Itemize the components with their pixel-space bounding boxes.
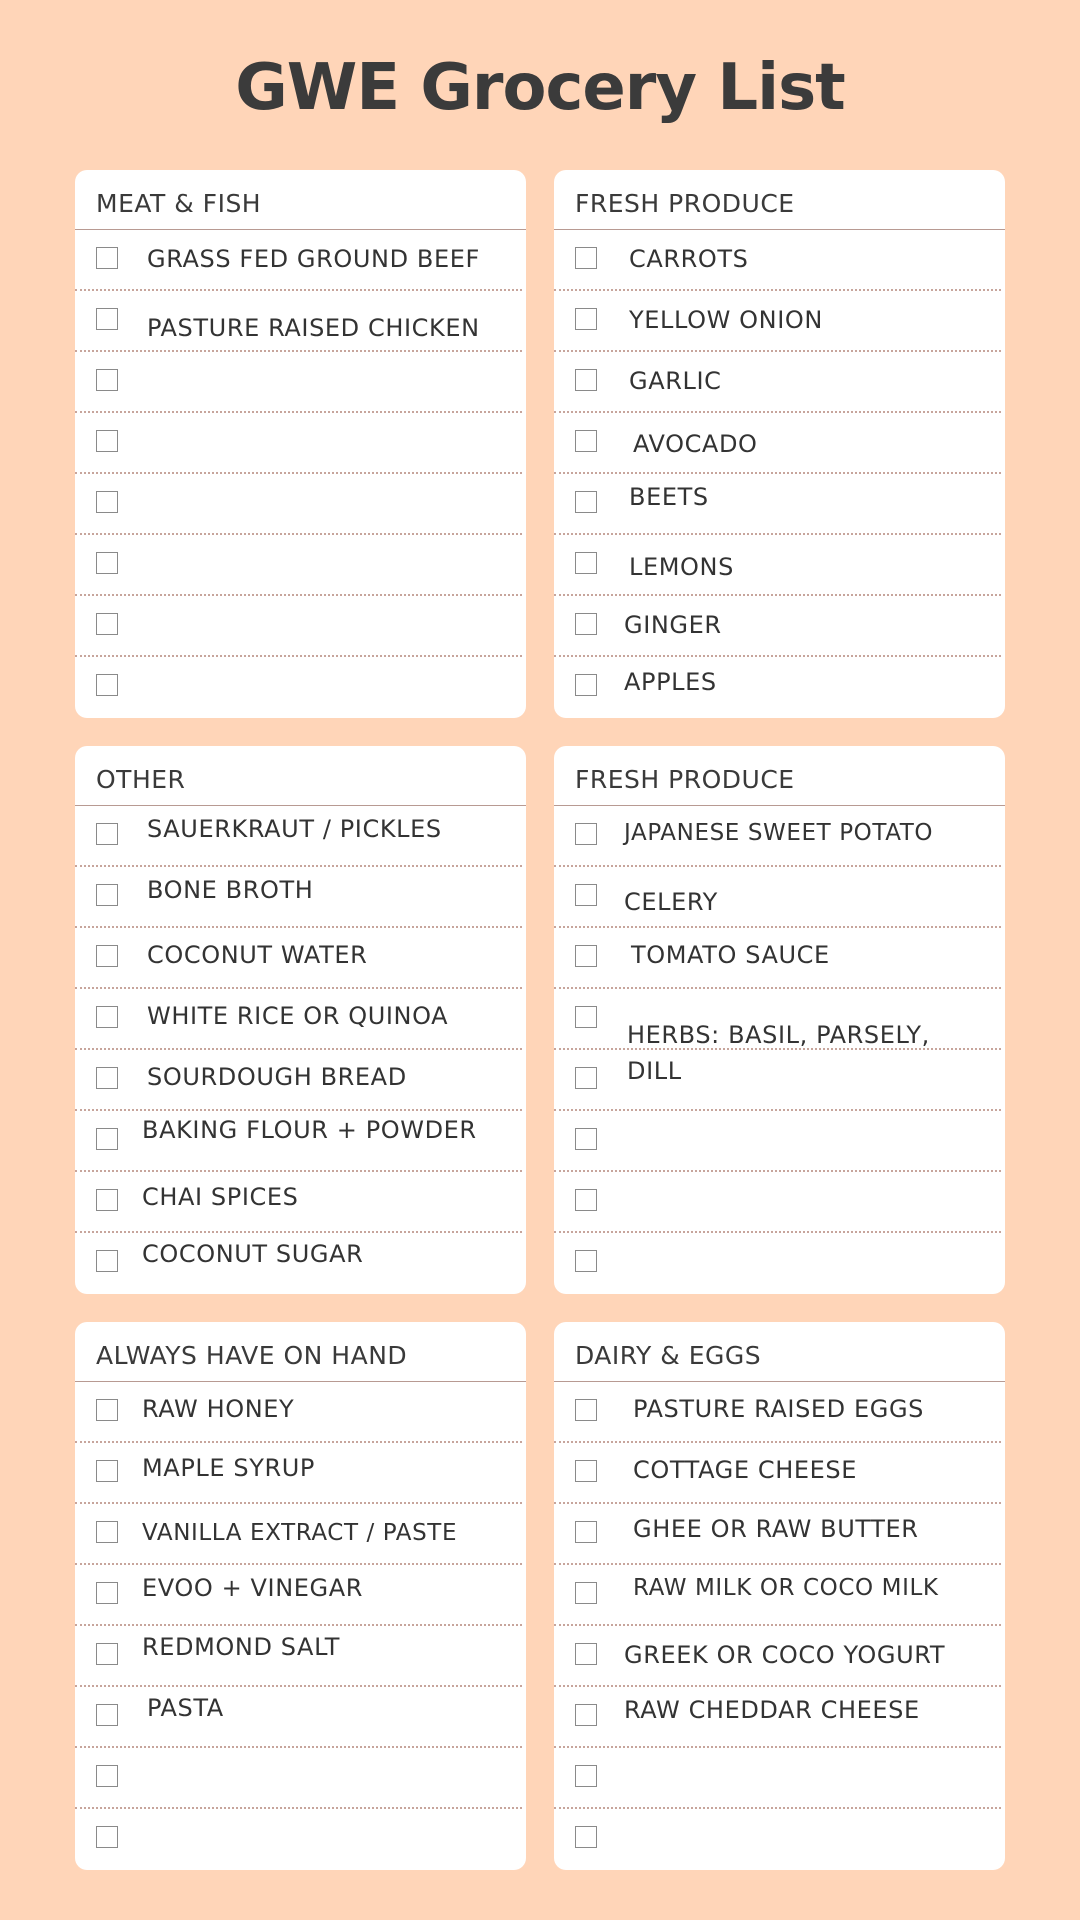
item-label: BEETS — [629, 483, 709, 511]
item-checkbox[interactable] — [575, 884, 597, 906]
item-label: GRASS FED GROUND BEEF — [147, 245, 480, 273]
list-item — [554, 1504, 1001, 1565]
item-checkbox[interactable] — [96, 1460, 118, 1482]
item-label: GHEE OR RAW BUTTER — [633, 1515, 919, 1543]
item-label: AVOCADO — [633, 430, 758, 458]
section-always-have-on-hand — [75, 1322, 526, 1870]
list-item — [554, 1111, 1001, 1172]
item-checkbox[interactable] — [96, 1765, 118, 1787]
sections-grid — [75, 170, 1005, 1870]
list-item — [554, 1443, 1001, 1504]
list-item — [554, 867, 1001, 928]
item-checkbox[interactable] — [575, 613, 597, 635]
item-list — [554, 1382, 1005, 1870]
list-item — [75, 1443, 522, 1504]
item-label: GINGER — [624, 611, 722, 639]
section-heading: FRESH PRODUCE — [554, 746, 1005, 806]
item-label: CELERY — [624, 888, 718, 916]
item-label: COTTAGE CHEESE — [633, 1456, 858, 1484]
list-item — [75, 474, 522, 535]
item-checkbox[interactable] — [575, 369, 597, 391]
list-item — [75, 1172, 522, 1233]
list-item — [554, 1748, 1001, 1809]
item-checkbox[interactable] — [96, 945, 118, 967]
list-item — [75, 989, 522, 1050]
list-item — [554, 1809, 1001, 1870]
section-fresh-produce-2 — [554, 746, 1005, 1294]
item-checkbox[interactable] — [575, 552, 597, 574]
list-item — [75, 928, 522, 989]
list-item — [75, 1565, 522, 1626]
item-label: GARLIC — [629, 367, 722, 395]
section-meat-fish — [75, 170, 526, 718]
item-checkbox[interactable] — [575, 491, 597, 513]
item-checkbox[interactable] — [575, 1006, 597, 1028]
item-checkbox[interactable] — [96, 1250, 118, 1272]
item-label: SOURDOUGH BREAD — [147, 1063, 407, 1091]
list-item — [554, 352, 1001, 413]
list-item — [75, 1233, 522, 1294]
item-checkbox[interactable] — [575, 674, 597, 696]
item-label: CARROTS — [629, 245, 749, 273]
list-item — [554, 413, 1001, 474]
section-fresh-produce — [554, 170, 1005, 718]
item-checkbox[interactable] — [575, 247, 597, 269]
item-label: PASTURE RAISED CHICKEN — [147, 314, 480, 342]
list-item — [75, 1626, 522, 1687]
list-item — [554, 535, 1001, 596]
list-item — [75, 1382, 522, 1443]
item-checkbox[interactable] — [575, 823, 597, 845]
item-checkbox[interactable] — [96, 1399, 118, 1421]
list-item — [75, 1809, 522, 1870]
item-checkbox[interactable] — [96, 552, 118, 574]
item-label: RAW MILK OR COCO MILK — [633, 1575, 939, 1601]
item-list — [554, 230, 1005, 718]
list-item — [554, 230, 1001, 291]
item-checkbox[interactable] — [575, 1826, 597, 1848]
item-label: BONE BROTH — [147, 876, 314, 904]
section-heading: FRESH PRODUCE — [554, 170, 1005, 230]
list-item — [554, 657, 1001, 718]
item-checkbox[interactable] — [575, 1704, 597, 1726]
item-checkbox[interactable] — [96, 1826, 118, 1848]
item-label: RAW HONEY — [142, 1395, 295, 1423]
item-label: PASTURE RAISED EGGS — [633, 1395, 924, 1423]
item-checkbox[interactable] — [96, 884, 118, 906]
list-item — [554, 806, 1001, 867]
item-checkbox[interactable] — [575, 1521, 597, 1543]
list-item — [75, 1504, 522, 1565]
item-checkbox[interactable] — [96, 823, 118, 845]
item-label: COCONUT SUGAR — [142, 1240, 364, 1268]
list-item — [554, 1565, 1001, 1626]
list-item — [75, 596, 522, 657]
item-checkbox[interactable] — [575, 1765, 597, 1787]
item-label: COCONUT WATER — [147, 941, 368, 969]
item-checkbox[interactable] — [96, 1189, 118, 1211]
item-checkbox[interactable] — [96, 613, 118, 635]
item-checkbox[interactable] — [575, 1128, 597, 1150]
item-list — [75, 806, 526, 1294]
item-label: GREEK OR COCO YOGURT — [624, 1641, 946, 1669]
item-label: WHITE RICE OR QUINOA — [147, 1002, 449, 1030]
item-checkbox[interactable] — [575, 945, 597, 967]
item-checkbox[interactable] — [96, 491, 118, 513]
list-item — [554, 1172, 1001, 1233]
item-checkbox[interactable] — [96, 674, 118, 696]
list-item — [75, 230, 522, 291]
item-label: HERBS: BASIL, PARSELY, DILL — [627, 1021, 930, 1085]
item-label: LEMONS — [629, 553, 734, 581]
item-checkbox[interactable] — [96, 1128, 118, 1150]
page-title: GWE Grocery List — [235, 51, 845, 125]
list-item — [75, 1748, 522, 1809]
list-item — [554, 1233, 1001, 1294]
item-label: YELLOW ONION — [629, 306, 823, 334]
list-item — [75, 413, 522, 474]
list-item — [75, 657, 522, 718]
item-checkbox[interactable] — [575, 1643, 597, 1665]
item-checkbox[interactable] — [96, 1521, 118, 1543]
item-checkbox[interactable] — [575, 1067, 597, 1089]
item-checkbox[interactable] — [575, 430, 597, 452]
item-checkbox[interactable] — [575, 1250, 597, 1272]
item-checkbox[interactable] — [96, 308, 118, 330]
list-item — [554, 1687, 1001, 1748]
list-item — [75, 1687, 522, 1748]
item-checkbox[interactable] — [96, 1643, 118, 1665]
item-list — [75, 1382, 526, 1870]
item-checkbox[interactable] — [96, 1067, 118, 1089]
list-item — [75, 1111, 522, 1172]
item-checkbox[interactable] — [575, 1189, 597, 1211]
list-item — [554, 291, 1001, 352]
section-heading: MEAT & FISH — [75, 170, 526, 230]
item-checkbox[interactable] — [575, 308, 597, 330]
item-label: CHAI SPICES — [142, 1183, 299, 1211]
item-checkbox[interactable] — [96, 1704, 118, 1726]
list-item — [75, 806, 522, 867]
item-label: REDMOND SALT — [142, 1633, 341, 1661]
item-checkbox[interactable] — [575, 1399, 597, 1421]
item-label: EVOO + VINEGAR — [142, 1574, 364, 1602]
list-item — [75, 535, 522, 596]
item-checkbox[interactable] — [96, 369, 118, 391]
list-item — [554, 474, 1001, 535]
item-label: VANILLA EXTRACT / PASTE — [142, 1520, 458, 1546]
item-checkbox[interactable] — [96, 430, 118, 452]
item-label: MAPLE SYRUP — [142, 1454, 315, 1482]
item-label: BAKING FLOUR + POWDER — [142, 1116, 477, 1144]
item-label: RAW CHEDDAR CHEESE — [624, 1696, 920, 1724]
list-item — [554, 1626, 1001, 1687]
list-item — [75, 291, 522, 352]
list-item — [554, 928, 1001, 989]
item-label: APPLES — [624, 668, 717, 696]
item-list — [75, 230, 526, 718]
item-list — [554, 806, 1005, 1294]
section-heading: OTHER — [75, 746, 526, 806]
section-heading: ALWAYS HAVE ON HAND — [75, 1322, 526, 1382]
item-checkbox[interactable] — [575, 1460, 597, 1482]
item-checkbox[interactable] — [96, 1006, 118, 1028]
item-label: PASTA — [147, 1694, 224, 1722]
item-checkbox[interactable] — [96, 1582, 118, 1604]
list-item — [554, 989, 1001, 1085]
item-label: TOMATO SAUCE — [631, 941, 830, 969]
list-item — [75, 867, 522, 928]
item-label: SAUERKRAUT / PICKLES — [147, 815, 442, 843]
list-item — [554, 1382, 1001, 1443]
item-checkbox[interactable] — [575, 1582, 597, 1604]
section-dairy-eggs — [554, 1322, 1005, 1870]
item-label: JAPANESE SWEET POTATO — [624, 820, 934, 846]
section-other — [75, 746, 526, 1294]
item-checkbox[interactable] — [96, 247, 118, 269]
list-item — [554, 596, 1001, 657]
section-heading: DAIRY & EGGS — [554, 1322, 1005, 1382]
list-item — [75, 352, 522, 413]
list-item — [75, 1050, 522, 1111]
